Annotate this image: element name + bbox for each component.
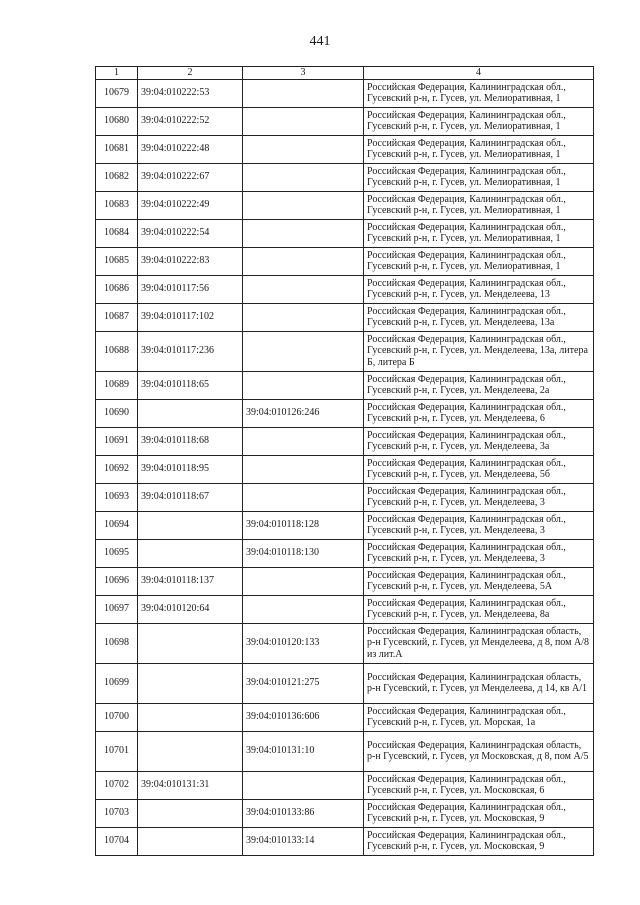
building-cadastral-cell [243,247,364,275]
cadastral-number-cell [138,539,243,567]
cadastral-number-cell: 39:04:010117:56 [138,275,243,303]
registry-table [95,66,594,856]
row-number-cell: 10687 [96,303,138,331]
cadastral-number-cell: 39:04:010222:48 [138,135,243,163]
row-number-cell: 10689 [96,371,138,399]
building-cadastral-cell: 39:04:010120:133 [243,623,364,663]
building-cadastral-cell [243,219,364,247]
building-cadastral-cell [243,303,364,331]
row-number-cell: 10704 [96,827,138,855]
table-row [96,663,594,703]
table-body [96,79,594,855]
address-cell: Российская Федерация, Калининградская обл., Гусевский р-н, г. Гусев, ул. Менделеева, 5А [364,567,594,595]
cadastral-number-cell: 39:04:010118:95 [138,455,243,483]
table-row [96,163,594,191]
cadastral-number-cell: 39:04:010117:236 [138,331,243,371]
column-header-3: 3 [243,67,364,80]
table-row [96,483,594,511]
row-number-cell: 10697 [96,595,138,623]
building-cadastral-cell [243,331,364,371]
building-cadastral-cell: 39:04:010133:14 [243,827,364,855]
table-row [96,799,594,827]
cadastral-number-cell: 39:04:010222:52 [138,107,243,135]
cadastral-number-cell: 39:04:010222:53 [138,79,243,107]
address-cell: Российская Федерация, Калининградская обл., Гусевский р-н, г. Гусев, ул. Московская, 6 [364,771,594,799]
building-cadastral-cell [243,275,364,303]
building-cadastral-cell [243,771,364,799]
address-cell: Российская Федерация, Калининградская обл., Гусевский р-н, г. Гусев, ул. Мелиоративная, 1 [364,247,594,275]
building-cadastral-cell [243,135,364,163]
address-cell: Российская Федерация, Калининградская обл., Гусевский р-н, г. Гусев, ул. Менделеева, 6 [364,399,594,427]
row-number-cell: 10683 [96,191,138,219]
row-number-cell: 10694 [96,511,138,539]
row-number-cell: 10682 [96,163,138,191]
row-number-cell: 10699 [96,663,138,703]
address-cell: Российская Федерация, Калининградская обл., Гусевский р-н, г. Гусев, ул. Мелиоративная, 1 [364,163,594,191]
row-number-cell: 10691 [96,427,138,455]
row-number-cell: 10700 [96,703,138,731]
cadastral-number-cell [138,703,243,731]
building-cadastral-cell [243,79,364,107]
address-cell: Российская Федерация, Калининградская обл., Гусевский р-н, г. Гусев, ул. Менделеева, 13а, литера Б, литера Б [364,331,594,371]
table-row [96,331,594,371]
table-row [96,107,594,135]
row-number-cell: 10692 [96,455,138,483]
building-cadastral-cell [243,455,364,483]
table-row [96,427,594,455]
table-row [96,771,594,799]
table-row [96,191,594,219]
table-row [96,455,594,483]
cadastral-number-cell [138,731,243,771]
cadastral-number-cell [138,623,243,663]
address-cell: Российская Федерация, Калининградская обл., Гусевский р-н, г. Гусев, ул. Менделеева, 5б [364,455,594,483]
table-row [96,79,594,107]
table-row [96,703,594,731]
address-cell: Российская Федерация, Калининградская обл., Гусевский р-н, г. Гусев, ул. Мелиоративная, 1 [364,219,594,247]
cadastral-number-cell [138,663,243,703]
column-header-1: 1 [96,67,138,80]
building-cadastral-cell: 39:04:010118:130 [243,539,364,567]
address-cell: Российская Федерация, Калининградская обл., Гусевский р-н, г. Гусев, ул. Менделеева, 8а [364,595,594,623]
table-row [96,247,594,275]
building-cadastral-cell [243,567,364,595]
row-number-cell: 10679 [96,79,138,107]
table-row [96,511,594,539]
address-cell: Российская Федерация, Калининградская обл., Гусевский р-н, г. Гусев, ул. Менделеева, 3 [364,511,594,539]
table-row [96,567,594,595]
cadastral-number-cell: 39:04:010222:83 [138,247,243,275]
address-cell: Российская Федерация, Калининградская обл., Гусевский р-н, г. Гусев, ул. Менделеева, 3 [364,483,594,511]
building-cadastral-cell [243,595,364,623]
column-header-4: 4 [364,67,594,80]
row-number-cell: 10693 [96,483,138,511]
cadastral-number-cell: 39:04:010118:68 [138,427,243,455]
address-cell: Российская Федерация, Калининградская обл., Гусевский р-н, г. Гусев, ул. Менделеева, 3 [364,539,594,567]
cadastral-number-cell [138,827,243,855]
address-cell: Российская Федерация, Калининградская обл., Гусевский р-н, г. Гусев, ул. Мелиоративная, 1 [364,107,594,135]
building-cadastral-cell: 39:04:010136:606 [243,703,364,731]
cadastral-number-cell [138,799,243,827]
table-row [96,219,594,247]
cadastral-number-cell [138,511,243,539]
row-number-cell: 10688 [96,331,138,371]
table-row [96,623,594,663]
row-number-cell: 10695 [96,539,138,567]
page-number: 441 [309,34,331,49]
cadastral-number-cell: 39:04:010120:64 [138,595,243,623]
address-cell: Российская Федерация, Калининградская обл., Гусевский р-н, г. Гусев, ул. Мелиоративная, 1 [364,79,594,107]
cadastral-number-cell: 39:04:010222:67 [138,163,243,191]
address-cell: Российская Федерация, Калининградская обл., Гусевский р-н, г. Гусев, ул. Менделеева, 3а [364,427,594,455]
row-number-cell: 10703 [96,799,138,827]
table-row [96,303,594,331]
address-cell: Российская Федерация, Калининградская обл., Гусевский р-н, г. Гусев, ул. Морская, 1а [364,703,594,731]
table-row [96,595,594,623]
row-number-cell: 10698 [96,623,138,663]
row-number-cell: 10696 [96,567,138,595]
row-number-cell: 10686 [96,275,138,303]
building-cadastral-cell [243,163,364,191]
building-cadastral-cell: 39:04:010121:275 [243,663,364,703]
building-cadastral-cell: 39:04:010133:86 [243,799,364,827]
row-number-cell: 10684 [96,219,138,247]
building-cadastral-cell [243,371,364,399]
row-number-cell: 10701 [96,731,138,771]
address-cell: Российская Федерация, Калининградская область, р-н Гусевский, г. Гусев, ул Московская, д 8, пом А/5 [364,731,594,771]
cadastral-number-cell: 39:04:010118:67 [138,483,243,511]
address-cell: Российская Федерация, Калининградская область, р-н Гусевский, г. Гусев, ул Менделеева, д 14, кв А/1 [364,663,594,703]
row-number-cell: 10702 [96,771,138,799]
table-header [96,67,594,80]
row-number-cell: 10685 [96,247,138,275]
address-cell: Российская Федерация, Калининградская обл., Гусевский р-н, г. Гусев, ул. Менделеева, 13а [364,303,594,331]
address-cell: Российская Федерация, Калининградская обл., Гусевский р-н, г. Гусев, ул. Мелиоративная, 1 [364,135,594,163]
cadastral-number-cell: 39:04:010222:49 [138,191,243,219]
building-cadastral-cell: 39:04:010131:10 [243,731,364,771]
row-number-cell: 10690 [96,399,138,427]
cadastral-number-cell: 39:04:010118:137 [138,567,243,595]
cadastral-number-cell: 39:04:010118:65 [138,371,243,399]
table-row [96,731,594,771]
cadastral-number-cell: 39:04:010131:31 [138,771,243,799]
building-cadastral-cell: 39:04:010126:246 [243,399,364,427]
building-cadastral-cell [243,191,364,219]
address-cell: Российская Федерация, Калининградская обл., Гусевский р-н, г. Гусев, ул. Московская, 9 [364,827,594,855]
building-cadastral-cell [243,427,364,455]
address-cell: Российская Федерация, Калининградская обл., Гусевский р-н, г. Гусев, ул. Менделеева, 13 [364,275,594,303]
table-row [96,371,594,399]
address-cell: Российская Федерация, Калининградская обл., Гусевский р-н, г. Гусев, ул. Мелиоративная, 1 [364,191,594,219]
table-row [96,275,594,303]
building-cadastral-cell [243,483,364,511]
building-cadastral-cell: 39:04:010118:128 [243,511,364,539]
address-cell: Российская Федерация, Калининградская область, р-н Гусевский, г. Гусев, ул Менделеева, д 8, пом А/8 из лит.А [364,623,594,663]
cadastral-number-cell: 39:04:010222:54 [138,219,243,247]
cadastral-number-cell [138,399,243,427]
cadastral-number-cell: 39:04:010117:102 [138,303,243,331]
table-row [96,399,594,427]
address-cell: Российская Федерация, Калининградская обл., Гусевский р-н, г. Гусев, ул. Менделеева, 2а [364,371,594,399]
table-row [96,827,594,855]
building-cadastral-cell [243,107,364,135]
column-header-2: 2 [138,67,243,80]
address-cell: Российская Федерация, Калининградская обл., Гусевский р-н, г. Гусев, ул. Московская, 9 [364,799,594,827]
table-row [96,135,594,163]
table-row [96,539,594,567]
row-number-cell: 10680 [96,107,138,135]
row-number-cell: 10681 [96,135,138,163]
